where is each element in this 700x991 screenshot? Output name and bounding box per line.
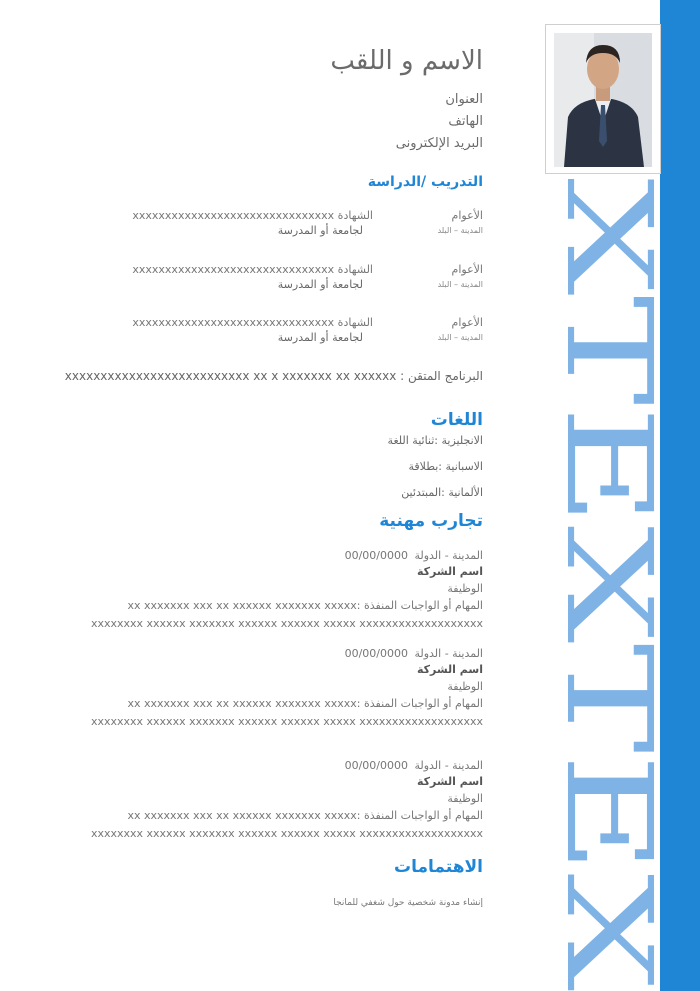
education-entry <box>103 209 483 249</box>
edu-years: الأعوام <box>451 209 483 222</box>
interests-text: إنشاء مدونة شخصية حول شغفي للمانجا <box>333 898 483 908</box>
exp-role: الوظيفة <box>447 582 483 595</box>
education-entry <box>103 316 483 356</box>
address: العنوان <box>445 92 483 107</box>
exp-date: 00/00/0000 <box>344 549 408 562</box>
exp-company: اسم الشركة <box>416 775 483 788</box>
exp-tasks: المهام أو الواجبات المنفذة :xx xxxxxxx xxx xx xxxxxx xxxxxxx xxxxx <box>127 697 483 710</box>
edu-city: المدينة – البلد <box>437 280 483 289</box>
experience-heading: تجارب مهنية <box>379 511 483 531</box>
profile-photo <box>545 24 661 174</box>
experience-entry <box>63 759 483 844</box>
edu-school: لجامعة أو المدرسة <box>277 224 363 237</box>
exp-tasks-continued: xxxxxxxx xxxxxx xxxxxxx xxxxxx xxxxxx xxxxx xxxxxxxxxxxxxxxxxxx <box>90 715 483 728</box>
exp-company: اسم الشركة <box>416 565 483 578</box>
edu-years: الأعوام <box>451 263 483 276</box>
language-item: الاسبانية :بطلاقة <box>408 460 483 473</box>
edu-school: لجامعة أو المدرسة <box>277 331 363 344</box>
edu-city: المدينة – البلد <box>437 333 483 342</box>
edu-years: الأعوام <box>451 316 483 329</box>
languages-heading: اللغات <box>430 410 483 430</box>
exp-tasks: المهام أو الواجبات المنفذة :xx xxxxxxx xxx xx xxxxxx xxxxxxx xxxxx <box>127 809 483 822</box>
exp-location: المدينة - الدولة <box>414 647 483 660</box>
email: البريد الإلكترونى <box>395 136 483 151</box>
experience-entry <box>63 549 483 634</box>
language-item: الألمانية :المبتدئين <box>401 486 483 499</box>
exp-date: 00/00/0000 <box>344 759 408 772</box>
exp-tasks-continued: xxxxxxxx xxxxxx xxxxxxx xxxxxx xxxxxx xxxxx xxxxxxxxxxxxxxxxxxx <box>90 617 483 630</box>
education-heading: التدريب /الدراسة <box>367 174 483 190</box>
exp-role: الوظيفة <box>447 792 483 805</box>
software-program: البرنامج المتقن : xxxxxxxxxxxxxxxxxxxxxxxxxx xx x xxxxxxx xx xxxxxx <box>64 369 483 383</box>
interests-heading: الاهتمامات <box>394 857 483 877</box>
edu-school: لجامعة أو المدرسة <box>277 278 363 291</box>
edu-city: المدينة – البلد <box>437 226 483 235</box>
phone: الهاتف <box>448 114 483 129</box>
edu-degree: الشهادة xxxxxxxxxxxxxxxxxxxxxxxxxxxxxxx <box>132 316 373 329</box>
edu-degree: الشهادة xxxxxxxxxxxxxxxxxxxxxxxxxxxxxxx <box>132 263 373 276</box>
exp-location: المدينة - الدولة <box>414 549 483 562</box>
education-entry <box>103 263 483 303</box>
experience-entry <box>63 647 483 732</box>
exp-role: الوظيفة <box>447 680 483 693</box>
edu-degree: الشهادة xxxxxxxxxxxxxxxxxxxxxxxxxxxxxxx <box>132 209 373 222</box>
exp-date: 00/00/0000 <box>344 647 408 660</box>
language-item: الانجليزية :ثنائية اللغة <box>387 434 483 447</box>
big-text-letters: XTEXTEX <box>540 178 678 760</box>
decorative-big-text <box>540 178 678 991</box>
exp-tasks: المهام أو الواجبات المنفذة :xx xxxxxxx xxx xx xxxxxx xxxxxxx xxxxx <box>127 599 483 612</box>
exp-company: اسم الشركة <box>416 663 483 676</box>
exp-tasks-continued: xxxxxxxx xxxxxx xxxxxxx xxxxxx xxxxxx xxxxx xxxxxxxxxxxxxxxxxxx <box>90 827 483 840</box>
exp-location: المدينة - الدولة <box>414 759 483 772</box>
full-name: الاسم و اللقب <box>330 46 483 76</box>
person-icon <box>554 33 652 167</box>
